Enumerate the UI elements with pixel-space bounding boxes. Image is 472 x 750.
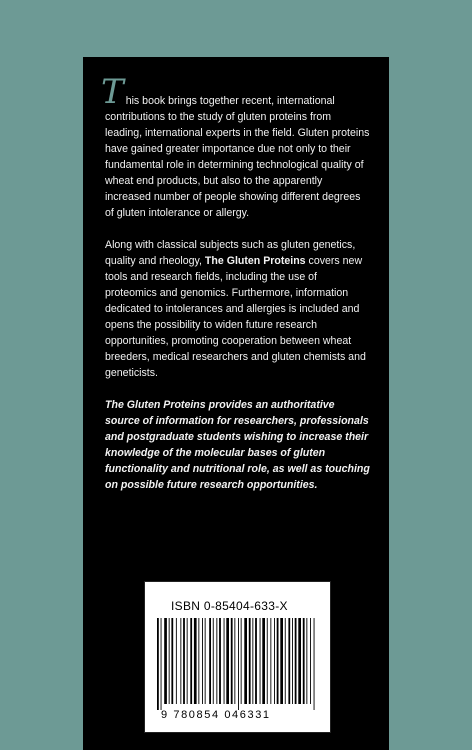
barcode-bar bbox=[310, 618, 311, 704]
barcode-bar bbox=[216, 618, 217, 704]
barcode-bar bbox=[295, 618, 297, 704]
barcode-bar bbox=[231, 618, 233, 704]
barcode-bar bbox=[292, 618, 293, 704]
barcode-bar bbox=[176, 618, 177, 704]
barcode-bar bbox=[270, 618, 271, 704]
barcode-bar bbox=[187, 618, 188, 704]
barcode-bar bbox=[280, 618, 283, 704]
barcode-bar bbox=[183, 618, 185, 704]
barcode-bar bbox=[249, 618, 251, 704]
barcode-number: 9 780854 046331 bbox=[161, 709, 271, 721]
barcode-bar bbox=[234, 618, 235, 704]
barcode-bar bbox=[306, 618, 307, 704]
barcode-bar bbox=[194, 618, 197, 704]
barcode-bar bbox=[226, 618, 229, 704]
barcode-bar bbox=[171, 618, 173, 704]
barcode-label bbox=[144, 581, 331, 733]
barcode-bar bbox=[267, 618, 268, 704]
barcode-bar bbox=[219, 618, 221, 704]
barcode-bar bbox=[224, 618, 225, 704]
barcode-bar bbox=[260, 618, 261, 704]
barcode-bar bbox=[238, 618, 239, 710]
barcode-bar bbox=[285, 618, 286, 704]
barcode-bar bbox=[288, 618, 290, 704]
barcode-bar bbox=[205, 618, 206, 704]
barcode-bar bbox=[161, 618, 162, 710]
paragraph-1-text: his book brings together recent, international contributions to the study of gluten proteins from leading, international experts in the field. Gluten proteins have gained greater importance due not only to their fundamental role in determining technological quality of wheat end products, but also to the apparently increased number of people showing different degrees of gluten intolerance or allergy. bbox=[105, 95, 370, 219]
barcode-bar bbox=[180, 618, 181, 704]
blurb-paragraph-2 bbox=[105, 237, 370, 381]
barcode-bar bbox=[244, 618, 247, 704]
barcode-bar bbox=[202, 618, 203, 704]
paragraph-2-rest: covers new tools and research fields, including the use of proteomics and genomics. Furthermore, information dedicated to intolerances and allergies is included and opens the possibility to widen future research opportunities, promoting cooperation between wheat breeders, medical researchers and gluten chemists and geneticists. bbox=[105, 255, 366, 379]
barcode-bar bbox=[252, 618, 253, 704]
drop-cap: T bbox=[101, 72, 124, 112]
barcode-bar bbox=[303, 618, 305, 704]
isbn-text: ISBN 0-85404-633-X bbox=[171, 599, 288, 613]
barcode-image bbox=[155, 618, 320, 710]
barcode-bar bbox=[255, 618, 257, 704]
barcode-bar bbox=[213, 618, 214, 704]
barcode-bar bbox=[164, 618, 167, 704]
barcode-bar bbox=[190, 618, 192, 704]
barcode-bar bbox=[209, 618, 211, 704]
book-title-inline: The Gluten Proteins bbox=[204, 255, 306, 267]
paragraph-2-lead: Along with classical subjects such as gluten genetics, quality and rheology, bbox=[105, 239, 356, 267]
barcode-bar bbox=[241, 618, 242, 704]
barcode-bar bbox=[277, 618, 279, 704]
blurb-text bbox=[101, 72, 370, 509]
barcode-bar bbox=[157, 618, 159, 710]
barcode-bar bbox=[169, 618, 170, 704]
blurb-paragraph-1 bbox=[101, 72, 370, 221]
barcode-bar bbox=[198, 618, 199, 704]
barcode-bar bbox=[274, 618, 275, 704]
barcode-bar bbox=[314, 618, 315, 710]
barcode-bar bbox=[298, 618, 301, 704]
barcode-bar bbox=[262, 618, 265, 704]
blurb-paragraph-3: The Gluten Proteins provides an authoritative source of information for researchers, professionals and postgraduate students wishing to increase their knowledge of the molecular bases of gluten functionality and nutritional role, as well as touching on possible future research opportunities. bbox=[105, 399, 370, 491]
